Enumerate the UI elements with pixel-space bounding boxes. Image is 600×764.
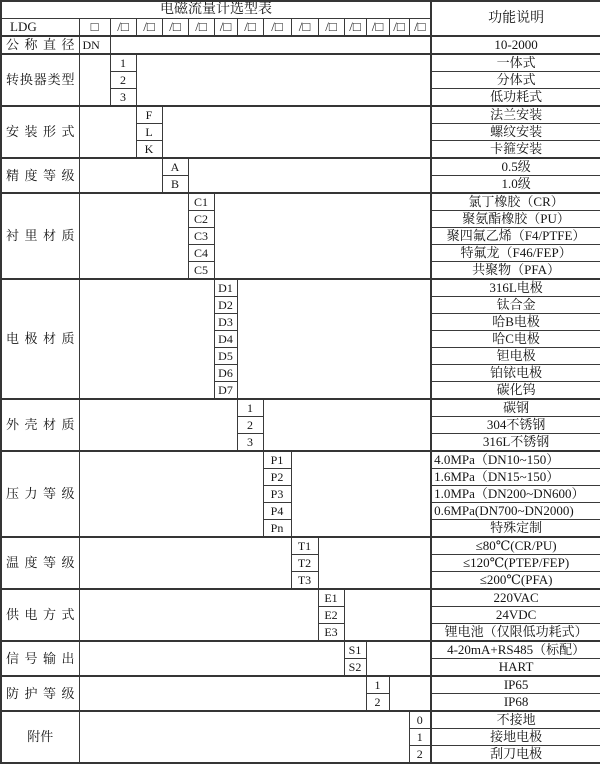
spacer-cell [263,399,431,451]
code-cell: C5 [188,262,214,280]
function-cell: 220VAC [431,589,600,607]
code-cell: A [162,158,188,176]
table-row [1,589,600,607]
function-cell: IP68 [431,694,600,712]
model-code-box: /□ [409,19,431,37]
category-label: 防护等级 [1,676,79,711]
function-cell: 1.6MPa（DN15~150） [431,469,600,486]
model-code-box: /□ [110,19,136,37]
table-row [1,279,600,297]
code-cell: P4 [263,503,291,520]
spacer-cell [110,36,431,54]
code-cell: C3 [188,228,214,245]
function-cell: 0.6MPa(DN700~DN2000) [431,503,600,520]
function-cell: HART [431,659,600,677]
category-label: 公称直径 [1,36,79,54]
spacer-cell [79,676,366,711]
function-cell: 卡箍安装 [431,141,600,159]
code-cell: E3 [318,624,344,642]
code-cell: D6 [214,365,237,382]
code-cell: T1 [291,537,318,555]
code-cell: 2 [409,746,431,764]
category-label: 温度等级 [1,537,79,589]
spacer-cell [79,106,136,158]
spacer-cell [79,711,409,763]
function-cell: 1.0MPa（DN200~DN600） [431,486,600,503]
table-row [1,537,600,555]
table-row [1,54,600,72]
code-cell: P3 [263,486,291,503]
function-cell: 4-20mA+RS485（标配） [431,641,600,659]
code-cell: D2 [214,297,237,314]
function-cell: 法兰安装 [431,106,600,124]
code-cell: K [136,141,162,159]
code-cell: DN [79,36,110,54]
function-cell: 哈C电极 [431,331,600,348]
spacer-cell [214,193,431,279]
model-prefix: LDG [1,19,79,37]
code-cell: C2 [188,211,214,228]
spacer-cell [79,158,162,193]
code-cell: 2 [110,72,136,89]
function-cell: ≤120℃(PTEP/FEP) [431,555,600,572]
function-cell: 哈B电极 [431,314,600,331]
table-row [1,641,600,659]
model-code-box: /□ [344,19,366,37]
category-label: 外壳材质 [1,399,79,451]
function-cell: 聚四氟乙烯（F4/PTFE） [431,228,600,245]
code-cell: 1 [110,54,136,72]
code-cell: P1 [263,451,291,469]
spacer-cell [79,54,110,106]
code-cell: P2 [263,469,291,486]
function-cell: 316L电极 [431,279,600,297]
spacer-cell [188,158,431,193]
code-cell: 0 [409,711,431,729]
spacer-cell [79,193,188,279]
category-label: 精度等级 [1,158,79,193]
model-code-box: /□ [366,19,389,37]
model-code-box: /□ [188,19,214,37]
category-label: 电极材质 [1,279,79,399]
code-cell: E1 [318,589,344,607]
category-label: 供电方式 [1,589,79,641]
category-label: 信号输出 [1,641,79,676]
page-title: 电磁流量计选型表 [1,1,431,19]
table-row [1,676,600,694]
function-cell: 特殊定制 [431,520,600,538]
code-cell: T3 [291,572,318,590]
function-cell: 1.0级 [431,176,600,194]
category-label: 压力等级 [1,451,79,537]
code-cell: S1 [344,641,366,659]
code-cell: D4 [214,331,237,348]
model-code-box: /□ [318,19,344,37]
spacer-cell [79,589,318,641]
code-cell: F [136,106,162,124]
spacer-cell [162,106,431,158]
function-cell: 共聚物（PFA） [431,262,600,280]
function-cell: ≤200℃(PFA) [431,572,600,590]
code-cell: C4 [188,245,214,262]
code-cell: B [162,176,188,194]
table-row [1,193,600,211]
code-cell: 2 [366,694,389,712]
function-cell: 分体式 [431,72,600,89]
code-cell: Pn [263,520,291,538]
function-cell: 锂电池（仅限低功耗式） [431,624,600,642]
model-code-box: /□ [389,19,409,37]
model-code-box: /□ [291,19,318,37]
function-cell: 钽电极 [431,348,600,365]
function-cell: 低功耗式 [431,89,600,107]
model-code-box: /□ [214,19,237,37]
code-cell: D7 [214,382,237,400]
model-code-box: /□ [136,19,162,37]
spacer-cell [366,641,431,676]
function-column-header: 功能说明 [431,1,600,36]
spacer-cell [79,279,214,399]
code-cell: 1 [409,729,431,746]
function-cell: 4.0MPa（DN10~150） [431,451,600,469]
function-cell: 接地电极 [431,729,600,746]
model-code-box: /□ [237,19,263,37]
code-cell: 3 [110,89,136,107]
spacer-cell [344,589,431,641]
category-label: 转换器类型 [1,54,79,106]
code-cell: T2 [291,555,318,572]
spacer-cell [389,676,431,711]
function-cell: 24VDC [431,607,600,624]
code-cell: S2 [344,659,366,677]
table-row [1,711,600,729]
table-row [1,158,600,176]
function-cell: 碳化钨 [431,382,600,400]
code-cell: 1 [366,676,389,694]
code-cell: D1 [214,279,237,297]
spacer-cell [79,641,344,676]
spacer-cell [136,54,431,106]
function-cell: 碳钢 [431,399,600,417]
function-cell: 聚氨酯橡胶（PU） [431,211,600,228]
spacer-cell [79,399,237,451]
function-cell: 一体式 [431,54,600,72]
model-code-box: /□ [162,19,188,37]
function-cell: 不接地 [431,711,600,729]
function-cell: 特氟龙（F46/FEP） [431,245,600,262]
function-cell: 0.5级 [431,158,600,176]
spacer-cell [79,451,263,537]
function-cell: 螺纹安装 [431,124,600,141]
spacer-cell [318,537,431,589]
code-cell: D3 [214,314,237,331]
function-cell: 316L不锈钢 [431,434,600,452]
table-row [1,399,600,417]
code-cell: 2 [237,417,263,434]
spacer-cell [237,279,431,399]
category-label: 附件 [1,711,79,763]
table-row [1,1,600,19]
spacer-cell [291,451,431,537]
function-cell: 10-2000 [431,36,600,54]
table-row [1,451,600,469]
table-row [1,36,600,54]
code-cell: L [136,124,162,141]
category-label: 安装形式 [1,106,79,158]
function-cell: ≤80℃(CR/PU) [431,537,600,555]
function-cell: 钛合金 [431,297,600,314]
function-cell: 刮刀电极 [431,746,600,764]
model-code-box: /□ [263,19,291,37]
code-cell: 1 [237,399,263,417]
code-cell: D5 [214,348,237,365]
table-row [1,106,600,124]
function-cell: 304不锈钢 [431,417,600,434]
spacer-cell [79,537,291,589]
function-cell: IP65 [431,676,600,694]
function-cell: 铂铱电极 [431,365,600,382]
code-cell: 3 [237,434,263,452]
code-cell: E2 [318,607,344,624]
model-code-box: □ [79,19,110,37]
function-cell: 氯丁橡胶（CR） [431,193,600,211]
code-cell: C1 [188,193,214,211]
category-label: 衬里材质 [1,193,79,279]
